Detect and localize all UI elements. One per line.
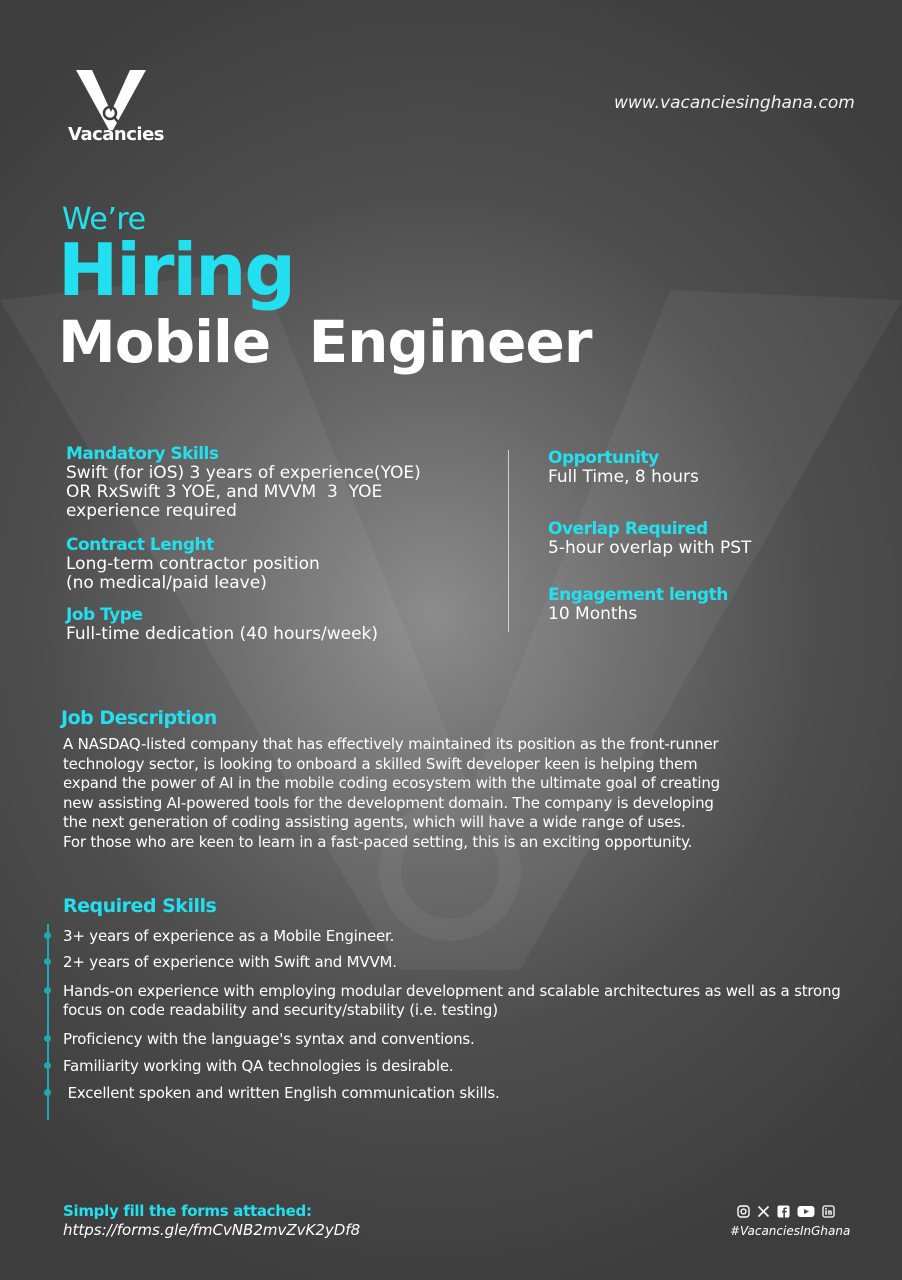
bullet-dot <box>44 1062 51 1069</box>
bullet-dot <box>44 958 51 965</box>
bullet-dot <box>44 1089 51 1096</box>
section-heading: Mandatory Skills <box>66 444 219 464</box>
website-url[interactable]: www.vacanciesinghana.com <box>614 93 855 113</box>
section-opportunity <box>548 448 699 487</box>
section-line: OR RxSwift 3 YOE, and MVVM 3 YOE <box>66 482 383 502</box>
skill-item: 3+ years of experience as a Mobile Engineer. <box>63 927 395 945</box>
bullet-dot <box>44 1035 51 1042</box>
youtube-icon[interactable] <box>797 1203 815 1216</box>
description-line: expand the power of AI in the mobile coding ecosystem with the ultimate goal of creating <box>63 774 720 792</box>
bullet-dot <box>44 932 51 939</box>
description-line: A NASDAQ-listed company that has effectively maintained its position as the front-runner <box>63 735 719 753</box>
section-value: Full Time, 8 hours <box>548 467 699 487</box>
description-line: new assisting AI-powered tools for the development domain. The company is developing <box>63 793 714 812</box>
section-job-type <box>66 605 378 644</box>
social-icons <box>737 1203 835 1216</box>
section-overlap <box>548 519 751 558</box>
job-description-heading: Job Description <box>61 707 217 729</box>
section-engagement <box>548 585 728 624</box>
skill-item: Proficiency with the language's syntax and conventions. <box>63 1030 475 1048</box>
section-heading: Contract Lenght <box>66 535 214 555</box>
section-heading: Engagement length <box>548 585 728 605</box>
application-form-link[interactable]: https://forms.gle/fmCvNB2mvZvK2yDf8 <box>63 1221 361 1239</box>
section-line: Full-time dedication (40 hours/week) <box>66 624 379 644</box>
section-line: Swift (for iOS) 3 years of experience(YOE) <box>66 463 421 483</box>
skill-item: Excellent spoken and written English communication skills. <box>63 1084 500 1102</box>
logo-wordmark: Vacancies <box>68 124 164 145</box>
job-description-text <box>63 735 863 852</box>
section-contract-length <box>66 535 320 593</box>
section-line: Long-term contractor position <box>66 554 320 574</box>
bullet-dot <box>44 987 51 994</box>
section-line: experience required <box>66 501 237 521</box>
skill-item: Familiarity working with QA technologies is desirable. <box>63 1057 454 1075</box>
section-heading: Opportunity <box>548 448 659 468</box>
section-mandatory-skills <box>66 444 421 521</box>
headline-intro: We’re <box>62 202 146 237</box>
headline-hiring: Hiring <box>58 228 294 312</box>
section-heading: Overlap Required <box>548 519 708 539</box>
description-line: For those who are keen to learn in a fast-paced setting, this is an exciting opportunity. <box>63 832 693 851</box>
instagram-icon[interactable] <box>737 1203 750 1216</box>
section-line: (no medical/paid leave) <box>66 573 267 593</box>
section-value: 5-hour overlap with PST <box>548 538 752 558</box>
column-divider <box>508 450 509 632</box>
skill-item: 2+ years of experience with Swift and MVVM. <box>63 953 397 971</box>
x-icon[interactable] <box>757 1203 770 1216</box>
hashtag: #VacanciesInGhana <box>730 1224 851 1238</box>
required-skills-heading: Required Skills <box>63 895 217 917</box>
facebook-icon[interactable] <box>777 1203 790 1216</box>
headline-role: Mobile Engineer <box>58 308 592 376</box>
linkedin-icon[interactable] <box>822 1203 835 1216</box>
description-line: technology sector, is looking to onboard a skilled Swift developer keen is helping them <box>63 754 698 773</box>
skill-item: Hands-on experience with employing modular development and scalable architectures as well as a strong focus on code readability and security/stability (i.e. testing) <box>63 982 841 1019</box>
section-heading: Job Type <box>66 605 143 625</box>
section-value: 10 Months <box>548 604 638 624</box>
footer-call-to-action: Simply fill the forms attached: <box>63 1202 312 1220</box>
description-line: the next generation of coding assisting agents, which will have a wide range of uses. <box>63 813 686 831</box>
